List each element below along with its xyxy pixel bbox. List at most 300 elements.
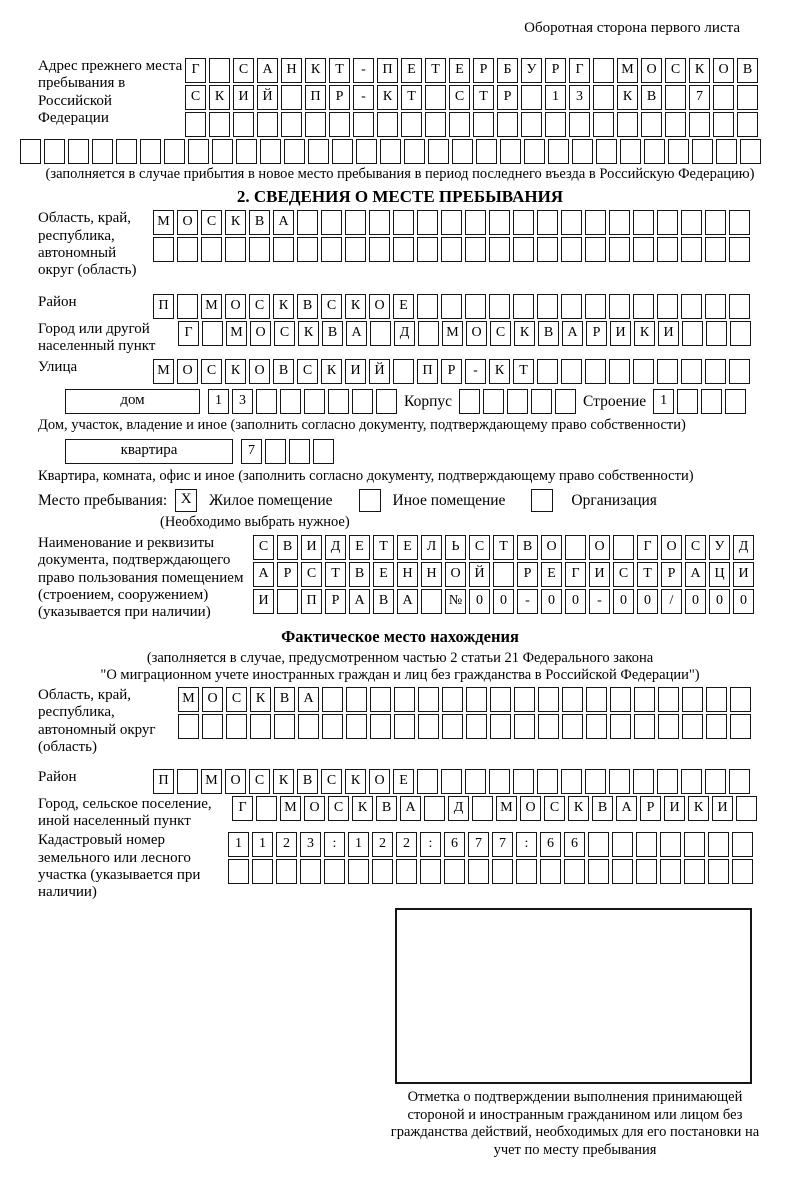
char-box[interactable] <box>393 237 414 262</box>
char-box[interactable]: М <box>153 359 174 384</box>
char-box[interactable] <box>636 832 657 857</box>
char-box[interactable]: 0 <box>613 589 634 614</box>
char-box[interactable] <box>396 859 417 884</box>
char-box[interactable] <box>565 535 586 560</box>
char-box[interactable]: И <box>301 535 322 560</box>
char-box[interactable] <box>513 210 534 235</box>
char-box[interactable] <box>562 687 583 712</box>
char-box[interactable] <box>737 85 758 110</box>
char-box[interactable] <box>660 859 681 884</box>
char-box[interactable]: О <box>541 535 562 560</box>
char-box[interactable] <box>692 139 713 164</box>
char-box[interactable] <box>322 714 343 739</box>
char-box[interactable]: Е <box>541 562 562 587</box>
char-box[interactable]: В <box>322 321 343 346</box>
char-box[interactable] <box>705 769 726 794</box>
char-box[interactable] <box>260 139 281 164</box>
char-box[interactable]: Е <box>449 58 470 83</box>
char-box[interactable]: 0 <box>709 589 730 614</box>
char-box[interactable] <box>593 85 614 110</box>
char-box[interactable]: Г <box>569 58 590 83</box>
char-box[interactable]: 6 <box>444 832 465 857</box>
char-box[interactable]: Р <box>277 562 298 587</box>
char-box[interactable] <box>633 294 654 319</box>
char-box[interactable]: В <box>592 796 613 821</box>
char-box[interactable] <box>610 687 631 712</box>
char-box[interactable] <box>284 139 305 164</box>
char-box[interactable] <box>561 359 582 384</box>
char-box[interactable] <box>562 714 583 739</box>
char-box[interactable] <box>465 237 486 262</box>
char-box[interactable] <box>588 832 609 857</box>
char-box[interactable]: С <box>321 294 342 319</box>
char-box[interactable] <box>555 389 576 414</box>
char-box[interactable]: В <box>277 535 298 560</box>
char-box[interactable] <box>421 589 442 614</box>
char-box[interactable]: Т <box>373 535 394 560</box>
char-box[interactable]: П <box>305 85 326 110</box>
char-box[interactable] <box>441 769 462 794</box>
char-box[interactable] <box>281 85 302 110</box>
char-box[interactable]: А <box>685 562 706 587</box>
char-box[interactable]: Е <box>393 769 414 794</box>
char-box[interactable]: Ь <box>445 535 466 560</box>
char-box[interactable] <box>705 359 726 384</box>
char-box[interactable] <box>521 112 542 137</box>
char-box[interactable] <box>609 210 630 235</box>
char-box[interactable]: О <box>713 58 734 83</box>
char-box[interactable] <box>681 210 702 235</box>
char-box[interactable] <box>658 687 679 712</box>
char-box[interactable] <box>701 389 722 414</box>
char-box[interactable] <box>561 237 582 262</box>
char-box[interactable]: - <box>465 359 486 384</box>
char-box[interactable]: О <box>249 359 270 384</box>
char-box[interactable]: Т <box>325 562 346 587</box>
char-box[interactable] <box>425 85 446 110</box>
char-box[interactable] <box>346 687 367 712</box>
char-box[interactable] <box>185 112 206 137</box>
char-box[interactable] <box>730 714 751 739</box>
char-box[interactable]: С <box>490 321 511 346</box>
char-box[interactable] <box>394 687 415 712</box>
char-box[interactable] <box>569 112 590 137</box>
char-box[interactable] <box>465 294 486 319</box>
char-box[interactable]: И <box>733 562 754 587</box>
char-box[interactable] <box>610 714 631 739</box>
char-box[interactable]: О <box>445 562 466 587</box>
char-box[interactable] <box>729 769 750 794</box>
char-box[interactable]: А <box>346 321 367 346</box>
char-box[interactable] <box>226 714 247 739</box>
char-box[interactable] <box>68 139 89 164</box>
char-box[interactable]: С <box>249 294 270 319</box>
char-box[interactable] <box>252 859 273 884</box>
char-box[interactable] <box>20 139 41 164</box>
char-box[interactable] <box>490 714 511 739</box>
char-box[interactable]: А <box>397 589 418 614</box>
char-box[interactable]: С <box>328 796 349 821</box>
char-box[interactable] <box>537 237 558 262</box>
char-box[interactable] <box>370 714 391 739</box>
char-box[interactable]: И <box>233 85 254 110</box>
char-box[interactable]: И <box>253 589 274 614</box>
char-box[interactable]: С <box>544 796 565 821</box>
char-box[interactable]: Г <box>565 562 586 587</box>
char-box[interactable]: - <box>353 85 374 110</box>
char-box[interactable]: Т <box>637 562 658 587</box>
char-box[interactable]: К <box>568 796 589 821</box>
char-box[interactable]: А <box>616 796 637 821</box>
char-box[interactable] <box>705 237 726 262</box>
char-box[interactable] <box>633 359 654 384</box>
char-box[interactable] <box>140 139 161 164</box>
char-box[interactable] <box>313 439 334 464</box>
char-box[interactable] <box>328 389 349 414</box>
char-box[interactable]: 1 <box>208 389 229 414</box>
char-box[interactable] <box>256 796 277 821</box>
char-box[interactable]: К <box>689 58 710 83</box>
char-box[interactable] <box>177 769 198 794</box>
char-box[interactable] <box>468 859 489 884</box>
char-box[interactable] <box>281 112 302 137</box>
char-box[interactable] <box>177 237 198 262</box>
char-box[interactable] <box>92 139 113 164</box>
char-box[interactable]: Т <box>513 359 534 384</box>
char-box[interactable]: Г <box>178 321 199 346</box>
char-box[interactable] <box>444 859 465 884</box>
char-box[interactable]: К <box>225 210 246 235</box>
char-box[interactable] <box>476 139 497 164</box>
char-box[interactable]: Д <box>325 535 346 560</box>
char-box[interactable]: 1 <box>252 832 273 857</box>
char-box[interactable]: В <box>297 294 318 319</box>
char-box[interactable]: Т <box>329 58 350 83</box>
char-box[interactable]: Н <box>421 562 442 587</box>
char-box[interactable]: : <box>420 832 441 857</box>
char-box[interactable] <box>537 294 558 319</box>
char-box[interactable] <box>682 321 703 346</box>
char-box[interactable]: Й <box>369 359 390 384</box>
char-box[interactable] <box>300 859 321 884</box>
char-box[interactable]: Г <box>232 796 253 821</box>
char-box[interactable]: И <box>658 321 679 346</box>
char-box[interactable] <box>202 714 223 739</box>
char-box[interactable]: С <box>301 562 322 587</box>
char-box[interactable] <box>657 237 678 262</box>
char-box[interactable]: М <box>496 796 517 821</box>
char-box[interactable] <box>332 139 353 164</box>
char-box[interactable]: Р <box>517 562 538 587</box>
char-box[interactable] <box>572 139 593 164</box>
char-box[interactable]: В <box>249 210 270 235</box>
char-box[interactable] <box>449 112 470 137</box>
char-box[interactable] <box>369 237 390 262</box>
char-box[interactable]: Д <box>448 796 469 821</box>
char-box[interactable]: 0 <box>541 589 562 614</box>
char-box[interactable] <box>250 714 271 739</box>
char-box[interactable]: А <box>562 321 583 346</box>
char-box[interactable]: С <box>233 58 254 83</box>
char-box[interactable]: В <box>297 769 318 794</box>
char-box[interactable] <box>705 210 726 235</box>
char-box[interactable]: О <box>661 535 682 560</box>
char-box[interactable] <box>493 562 514 587</box>
char-box[interactable]: В <box>517 535 538 560</box>
char-box[interactable]: 0 <box>733 589 754 614</box>
char-box[interactable] <box>188 139 209 164</box>
char-box[interactable] <box>708 832 729 857</box>
char-box[interactable] <box>732 859 753 884</box>
char-box[interactable]: К <box>321 359 342 384</box>
char-box[interactable]: 1 <box>653 389 674 414</box>
char-box[interactable]: М <box>201 769 222 794</box>
char-box[interactable]: Р <box>473 58 494 83</box>
char-box[interactable]: И <box>712 796 733 821</box>
char-box[interactable]: М <box>178 687 199 712</box>
char-box[interactable]: И <box>345 359 366 384</box>
char-box[interactable]: - <box>589 589 610 614</box>
char-box[interactable]: 1 <box>228 832 249 857</box>
char-box[interactable] <box>428 139 449 164</box>
checkbox-residential[interactable]: X <box>175 489 197 512</box>
char-box[interactable] <box>706 714 727 739</box>
char-box[interactable]: В <box>376 796 397 821</box>
char-box[interactable] <box>249 237 270 262</box>
char-box[interactable]: В <box>538 321 559 346</box>
char-box[interactable] <box>276 859 297 884</box>
char-box[interactable] <box>273 237 294 262</box>
char-box[interactable]: Р <box>497 85 518 110</box>
char-box[interactable]: Т <box>401 85 422 110</box>
char-box[interactable] <box>586 714 607 739</box>
char-box[interactable] <box>441 294 462 319</box>
char-box[interactable] <box>537 210 558 235</box>
char-box[interactable] <box>153 237 174 262</box>
char-box[interactable]: С <box>226 687 247 712</box>
char-box[interactable]: С <box>321 769 342 794</box>
char-box[interactable] <box>466 687 487 712</box>
char-box[interactable] <box>513 294 534 319</box>
char-box[interactable]: Й <box>469 562 490 587</box>
char-box[interactable]: О <box>225 769 246 794</box>
char-box[interactable]: 7 <box>689 85 710 110</box>
char-box[interactable] <box>329 112 350 137</box>
char-box[interactable] <box>514 687 535 712</box>
char-box[interactable] <box>257 112 278 137</box>
char-box[interactable] <box>593 112 614 137</box>
char-box[interactable] <box>689 112 710 137</box>
char-box[interactable] <box>212 139 233 164</box>
char-box[interactable] <box>236 139 257 164</box>
char-box[interactable]: 6 <box>564 832 585 857</box>
char-box[interactable] <box>729 294 750 319</box>
char-box[interactable]: О <box>304 796 325 821</box>
char-box[interactable]: К <box>489 359 510 384</box>
char-box[interactable] <box>490 687 511 712</box>
char-box[interactable] <box>682 687 703 712</box>
char-box[interactable] <box>681 359 702 384</box>
char-box[interactable] <box>497 112 518 137</box>
char-box[interactable]: П <box>417 359 438 384</box>
char-box[interactable] <box>561 210 582 235</box>
char-box[interactable]: 0 <box>493 589 514 614</box>
char-box[interactable] <box>636 859 657 884</box>
char-box[interactable] <box>116 139 137 164</box>
char-box[interactable] <box>540 859 561 884</box>
char-box[interactable] <box>548 139 569 164</box>
char-box[interactable]: К <box>273 769 294 794</box>
char-box[interactable] <box>297 237 318 262</box>
char-box[interactable] <box>256 389 277 414</box>
char-box[interactable]: М <box>201 294 222 319</box>
char-box[interactable]: П <box>153 769 174 794</box>
char-box[interactable] <box>417 237 438 262</box>
char-box[interactable] <box>538 687 559 712</box>
char-box[interactable]: Б <box>497 58 518 83</box>
char-box[interactable] <box>164 139 185 164</box>
char-box[interactable] <box>684 859 705 884</box>
char-box[interactable]: Р <box>661 562 682 587</box>
char-box[interactable]: О <box>369 294 390 319</box>
char-box[interactable]: К <box>209 85 230 110</box>
char-box[interactable] <box>684 832 705 857</box>
char-box[interactable]: К <box>305 58 326 83</box>
char-box[interactable] <box>713 112 734 137</box>
char-box[interactable] <box>483 389 504 414</box>
char-box[interactable] <box>209 58 230 83</box>
char-box[interactable]: У <box>521 58 542 83</box>
char-box[interactable]: А <box>400 796 421 821</box>
char-box[interactable] <box>372 859 393 884</box>
char-box[interactable]: К <box>345 769 366 794</box>
char-box[interactable]: В <box>737 58 758 83</box>
char-box[interactable] <box>277 589 298 614</box>
char-box[interactable] <box>305 112 326 137</box>
char-box[interactable]: Е <box>349 535 370 560</box>
char-box[interactable]: К <box>352 796 373 821</box>
char-box[interactable] <box>233 112 254 137</box>
char-box[interactable]: К <box>514 321 535 346</box>
char-box[interactable] <box>585 769 606 794</box>
char-box[interactable] <box>561 294 582 319</box>
char-box[interactable] <box>274 714 295 739</box>
char-box[interactable]: 1 <box>348 832 369 857</box>
char-box[interactable] <box>705 294 726 319</box>
char-box[interactable] <box>465 769 486 794</box>
char-box[interactable] <box>346 714 367 739</box>
char-box[interactable] <box>280 389 301 414</box>
char-box[interactable]: Г <box>637 535 658 560</box>
char-box[interactable]: 7 <box>468 832 489 857</box>
char-box[interactable]: Р <box>329 85 350 110</box>
char-box[interactable]: К <box>345 294 366 319</box>
char-box[interactable]: К <box>634 321 655 346</box>
char-box[interactable] <box>418 321 439 346</box>
char-box[interactable] <box>404 139 425 164</box>
char-box[interactable]: О <box>589 535 610 560</box>
char-box[interactable]: О <box>520 796 541 821</box>
char-box[interactable] <box>609 237 630 262</box>
char-box[interactable]: М <box>442 321 463 346</box>
char-box[interactable]: А <box>253 562 274 587</box>
char-box[interactable] <box>297 210 318 235</box>
char-box[interactable]: Т <box>473 85 494 110</box>
char-box[interactable]: О <box>466 321 487 346</box>
char-box[interactable]: К <box>617 85 638 110</box>
char-box[interactable] <box>633 769 654 794</box>
char-box[interactable] <box>401 112 422 137</box>
checkbox-other-premises[interactable] <box>359 489 381 512</box>
char-box[interactable] <box>489 294 510 319</box>
char-box[interactable] <box>585 237 606 262</box>
char-box[interactable] <box>706 321 727 346</box>
char-box[interactable]: С <box>201 359 222 384</box>
char-box[interactable]: С <box>613 562 634 587</box>
char-box[interactable]: 3 <box>232 389 253 414</box>
char-box[interactable] <box>393 210 414 235</box>
char-box[interactable] <box>466 714 487 739</box>
char-box[interactable] <box>633 210 654 235</box>
char-box[interactable] <box>418 714 439 739</box>
char-box[interactable] <box>681 237 702 262</box>
char-box[interactable] <box>345 237 366 262</box>
char-box[interactable] <box>609 294 630 319</box>
char-box[interactable] <box>370 321 391 346</box>
char-box[interactable] <box>500 139 521 164</box>
char-box[interactable] <box>353 112 374 137</box>
char-box[interactable]: С <box>185 85 206 110</box>
char-box[interactable]: Ц <box>709 562 730 587</box>
char-box[interactable] <box>531 389 552 414</box>
char-box[interactable] <box>596 139 617 164</box>
char-box[interactable] <box>452 139 473 164</box>
char-box[interactable] <box>202 321 223 346</box>
char-box[interactable] <box>682 714 703 739</box>
char-box[interactable] <box>657 769 678 794</box>
char-box[interactable] <box>465 210 486 235</box>
char-box[interactable]: К <box>250 687 271 712</box>
char-box[interactable]: С <box>274 321 295 346</box>
char-box[interactable] <box>459 389 480 414</box>
char-box[interactable]: И <box>664 796 685 821</box>
char-box[interactable]: И <box>589 562 610 587</box>
char-box[interactable] <box>564 859 585 884</box>
char-box[interactable] <box>644 139 665 164</box>
char-box[interactable] <box>177 294 198 319</box>
char-box[interactable] <box>641 112 662 137</box>
char-box[interactable] <box>324 859 345 884</box>
char-box[interactable] <box>304 389 325 414</box>
checkbox-organization[interactable] <box>531 489 553 512</box>
char-box[interactable] <box>665 112 686 137</box>
char-box[interactable]: - <box>353 58 374 83</box>
char-box[interactable] <box>537 359 558 384</box>
char-box[interactable] <box>489 237 510 262</box>
char-box[interactable]: И <box>610 321 631 346</box>
char-box[interactable]: Р <box>545 58 566 83</box>
char-box[interactable] <box>561 769 582 794</box>
char-box[interactable] <box>472 796 493 821</box>
char-box[interactable] <box>228 859 249 884</box>
char-box[interactable] <box>538 714 559 739</box>
char-box[interactable] <box>729 210 750 235</box>
char-box[interactable] <box>588 859 609 884</box>
char-box[interactable]: В <box>373 589 394 614</box>
char-box[interactable] <box>514 714 535 739</box>
char-box[interactable] <box>209 112 230 137</box>
char-box[interactable] <box>265 439 286 464</box>
